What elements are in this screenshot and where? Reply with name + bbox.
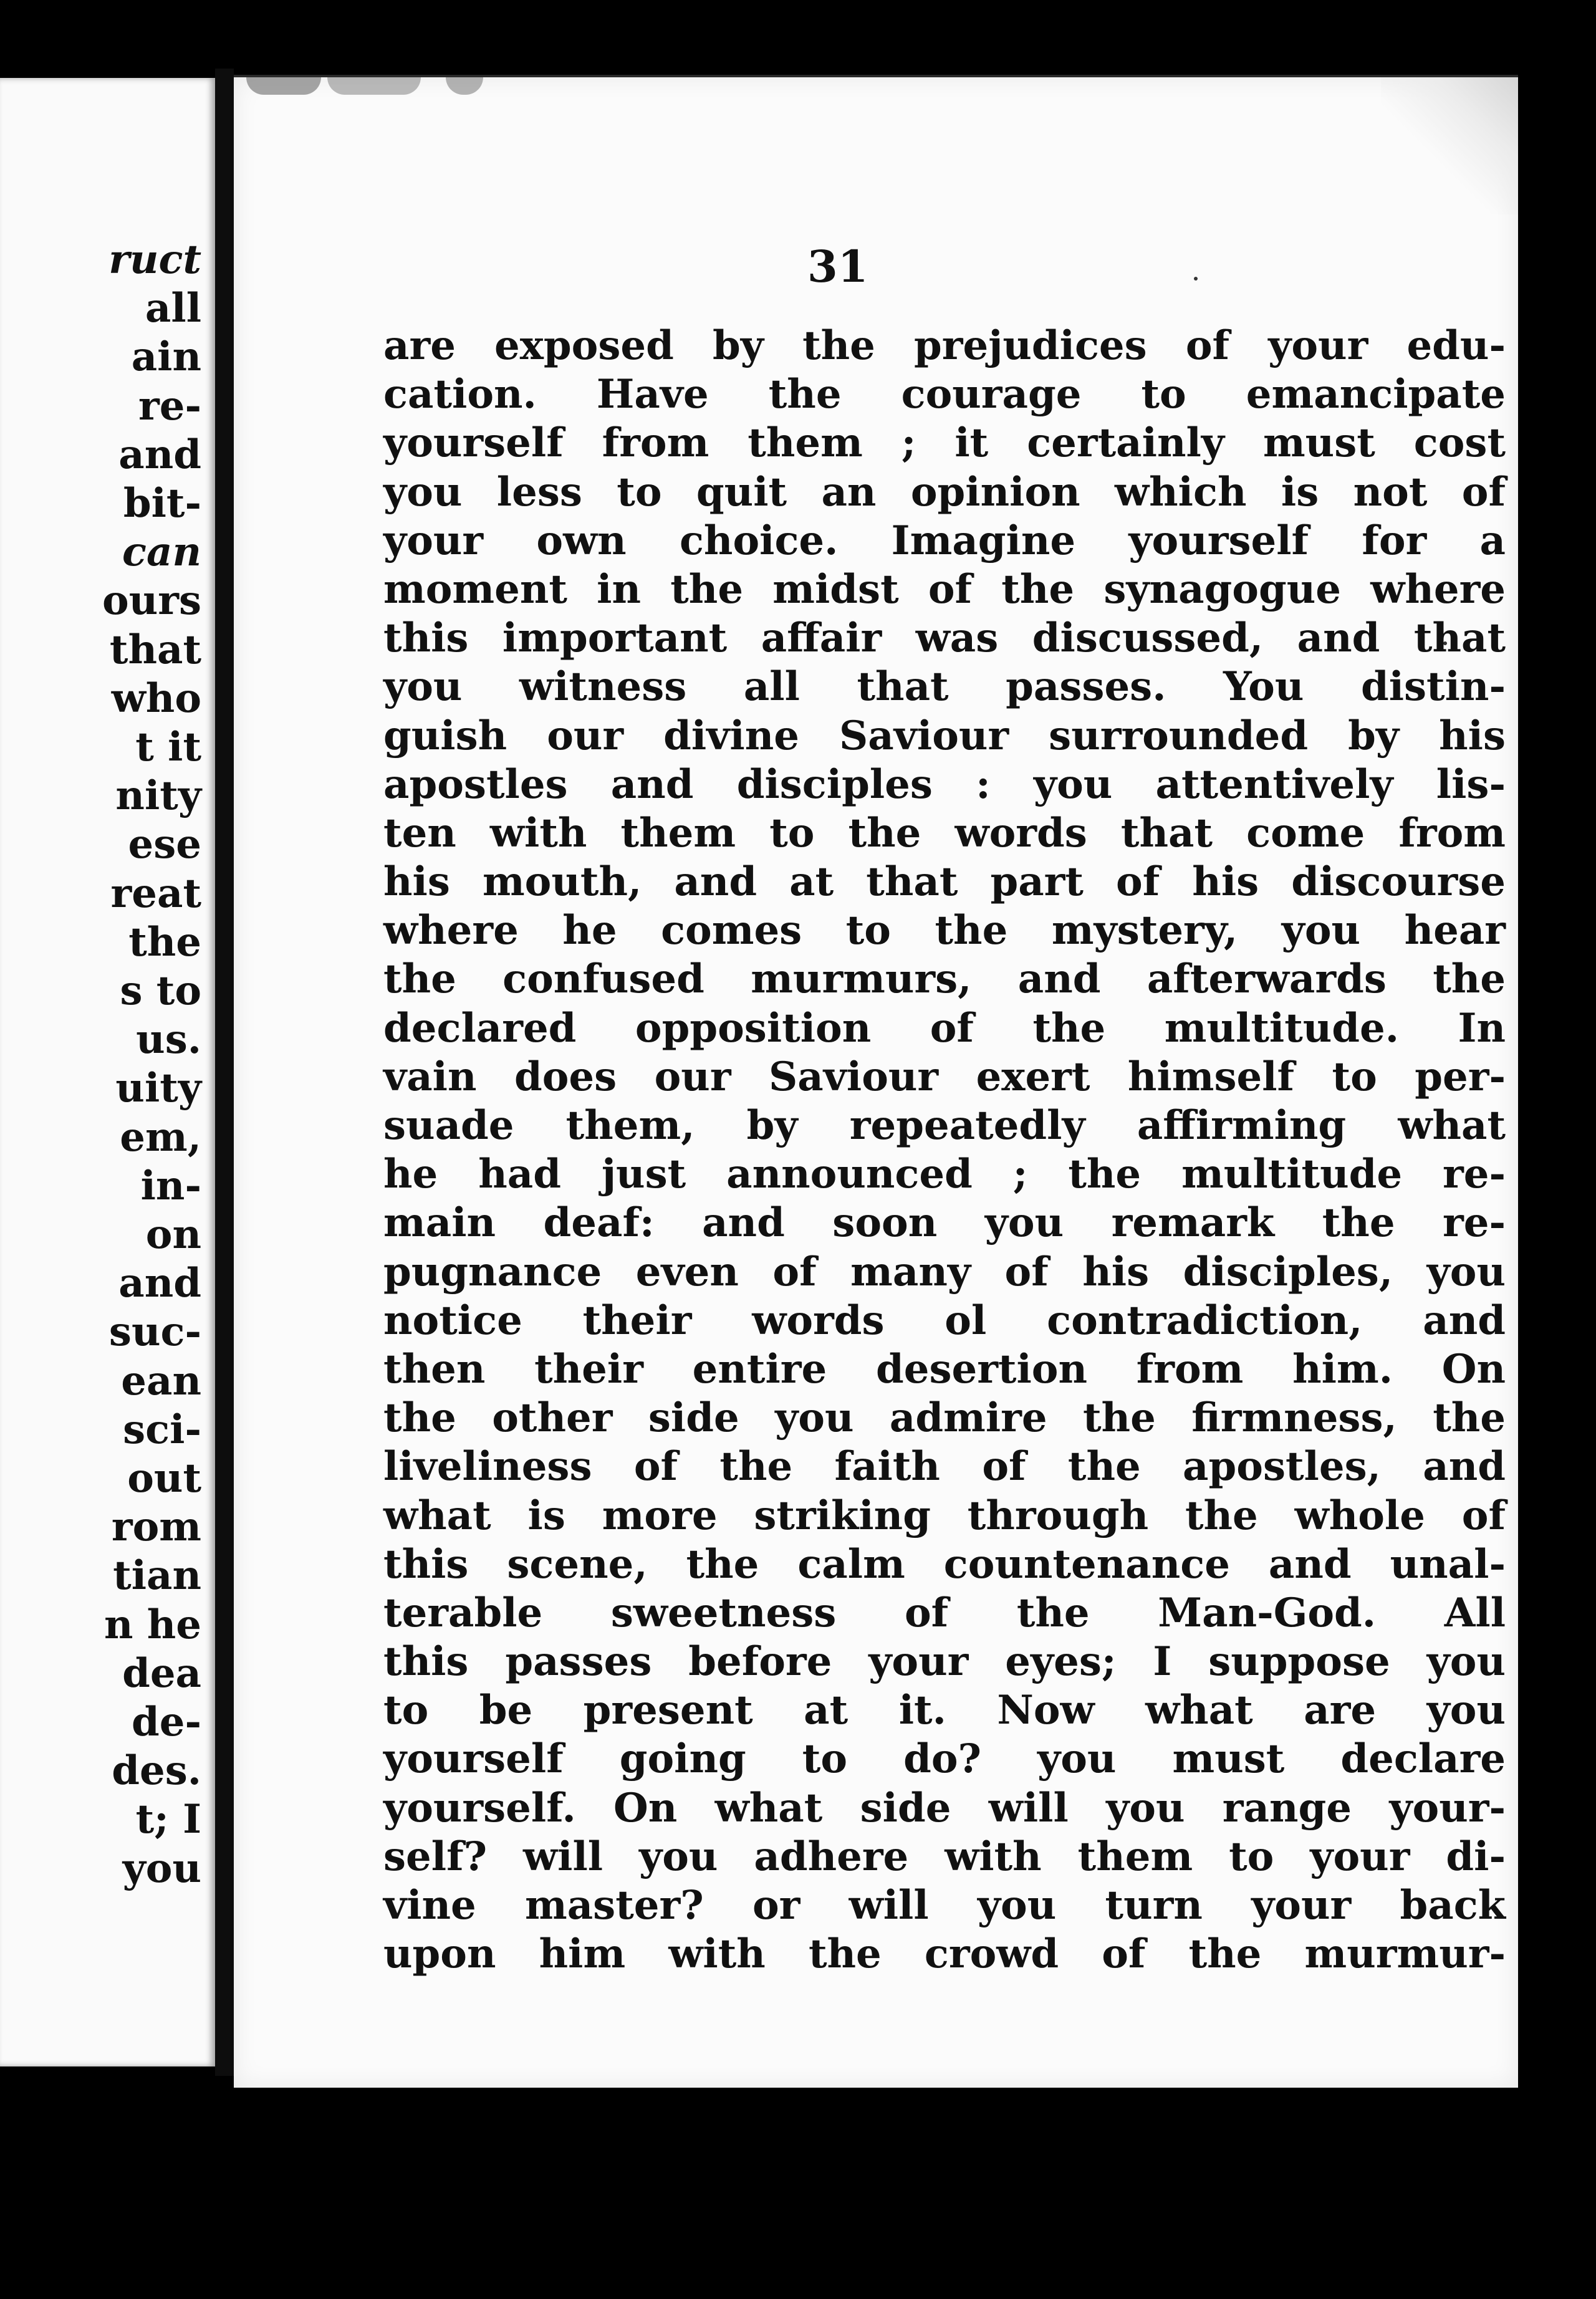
text-line: main deaf: and soon you remark the re- [383, 1199, 1506, 1247]
left-text-fragment: out [127, 1455, 201, 1502]
text-line: liveliness of the faith of the apostles, and [383, 1443, 1506, 1490]
text-line: moment in the midst of the synagogue where [383, 565, 1506, 613]
left-text-fragment: and [118, 431, 201, 478]
page-smudge [446, 77, 483, 95]
text-line: this passes before your eyes; I suppose you [383, 1638, 1506, 1686]
text-line: to be present at it. Now what are you [383, 1687, 1506, 1734]
text-line: this scene, the calm countenance and unal- [383, 1540, 1506, 1588]
text-line: terable sweetness of the Man-God. All [383, 1589, 1506, 1636]
text-line: your own choice. Imagine yourself for a [383, 517, 1506, 564]
text-line: then their entire desertion from him. On [383, 1345, 1506, 1393]
left-text-fragment: on [145, 1211, 201, 1258]
left-text-fragment: ese [128, 821, 201, 868]
left-text-fragment: in- [140, 1162, 201, 1209]
left-text-fragment: tian [113, 1552, 201, 1600]
text-line: this important affair was discussed, and that [383, 615, 1506, 662]
left-text-fragment: you [122, 1845, 201, 1892]
text-line: are exposed by the prejudices of your edu- [383, 322, 1506, 369]
left-text-fragment: de- [131, 1699, 201, 1745]
left-text-fragment: sci- [123, 1406, 201, 1453]
left-text-fragment: bit- [123, 480, 201, 527]
text-line: upon him with the crowd of the murmur- [383, 1931, 1506, 1978]
text-line: self? will you adhere with them to your di- [383, 1833, 1506, 1880]
text-line: ten with them to the words that come from [383, 809, 1506, 857]
left-text-fragment: and [118, 1260, 201, 1307]
left-text-fragment: that [109, 626, 201, 673]
left-text-fragment: reat [110, 870, 201, 917]
left-text-fragment: des. [112, 1747, 201, 1795]
text-line: notice their words ol contradiction, and [383, 1297, 1506, 1344]
left-text-fragment: n he [103, 1601, 201, 1648]
text-line: the confused murmurs, and afterwards the [383, 956, 1506, 1003]
left-text-fragment: can [122, 529, 201, 576]
text-line: apostles and disciples : you attentively lis- [383, 761, 1506, 808]
book-gutter [215, 69, 234, 2076]
text-line: you witness all that passes. You distin- [383, 663, 1506, 711]
left-text-fragment: t it [135, 724, 201, 770]
text-line: yourself going to do? you must declare [383, 1735, 1506, 1783]
right-page [234, 75, 1518, 2088]
left-text-fragment: ours [102, 577, 201, 625]
text-line: guish our divine Saviour surrounded by his [383, 712, 1506, 759]
left-text-fragment: nity [115, 772, 201, 820]
left-text-fragment: re- [138, 382, 201, 430]
ink-speck [1194, 277, 1198, 281]
left-text-fragment: rom [111, 1504, 201, 1551]
left-text-fragment: the [128, 918, 201, 966]
left-text-fragment: t; I [135, 1796, 201, 1843]
text-line: his mouth, and at that part of his discourse [383, 858, 1506, 906]
page-number: 31 [807, 241, 868, 292]
text-line: you less to quit an opinion which is not of [383, 468, 1506, 516]
text-line: vine master? or will you turn your back [383, 1882, 1506, 1929]
page-smudge [246, 77, 321, 95]
left-text-fragment: uity [115, 1065, 201, 1112]
text-line: the other side you admire the firmness, the [383, 1394, 1506, 1442]
text-line: cation. Have the courage to emancipate [383, 371, 1506, 418]
body-text [383, 322, 1506, 1979]
text-line: where he comes to the mystery, you hear [383, 907, 1506, 954]
left-text-fragment: all [145, 285, 201, 332]
text-line: pugnance even of many of his disciples, you [383, 1248, 1506, 1295]
left-page-fragment [0, 78, 215, 2066]
left-text-fragment: dea [122, 1649, 201, 1697]
text-line: yourself. On what side will you range your- [383, 1784, 1506, 1831]
left-text-fragment: ain [131, 334, 201, 381]
text-line: declared opposition of the multitude. In [383, 1004, 1506, 1052]
left-text-fragment: who [111, 674, 201, 722]
text-line: vain does our Saviour exert himself to per- [383, 1053, 1506, 1100]
left-text-fragment: s to [120, 967, 201, 1014]
text-line: yourself from them ; it certainly must cost [383, 420, 1506, 467]
left-text-fragment: us. [136, 1016, 201, 1063]
text-line: suade them, by repeatedly affirming what [383, 1102, 1506, 1149]
left-text-fragment: ean [121, 1357, 201, 1404]
text-line: he had just announced ; the multitude re- [383, 1151, 1506, 1198]
page-smudge [327, 77, 421, 95]
left-text-fragment: ruct [108, 236, 201, 283]
page-corner-curl [1381, 77, 1518, 214]
left-text-fragment: suc- [108, 1308, 201, 1356]
text-line: what is more striking through the whole of [383, 1492, 1506, 1539]
left-text-fragment: em, [120, 1113, 201, 1161]
